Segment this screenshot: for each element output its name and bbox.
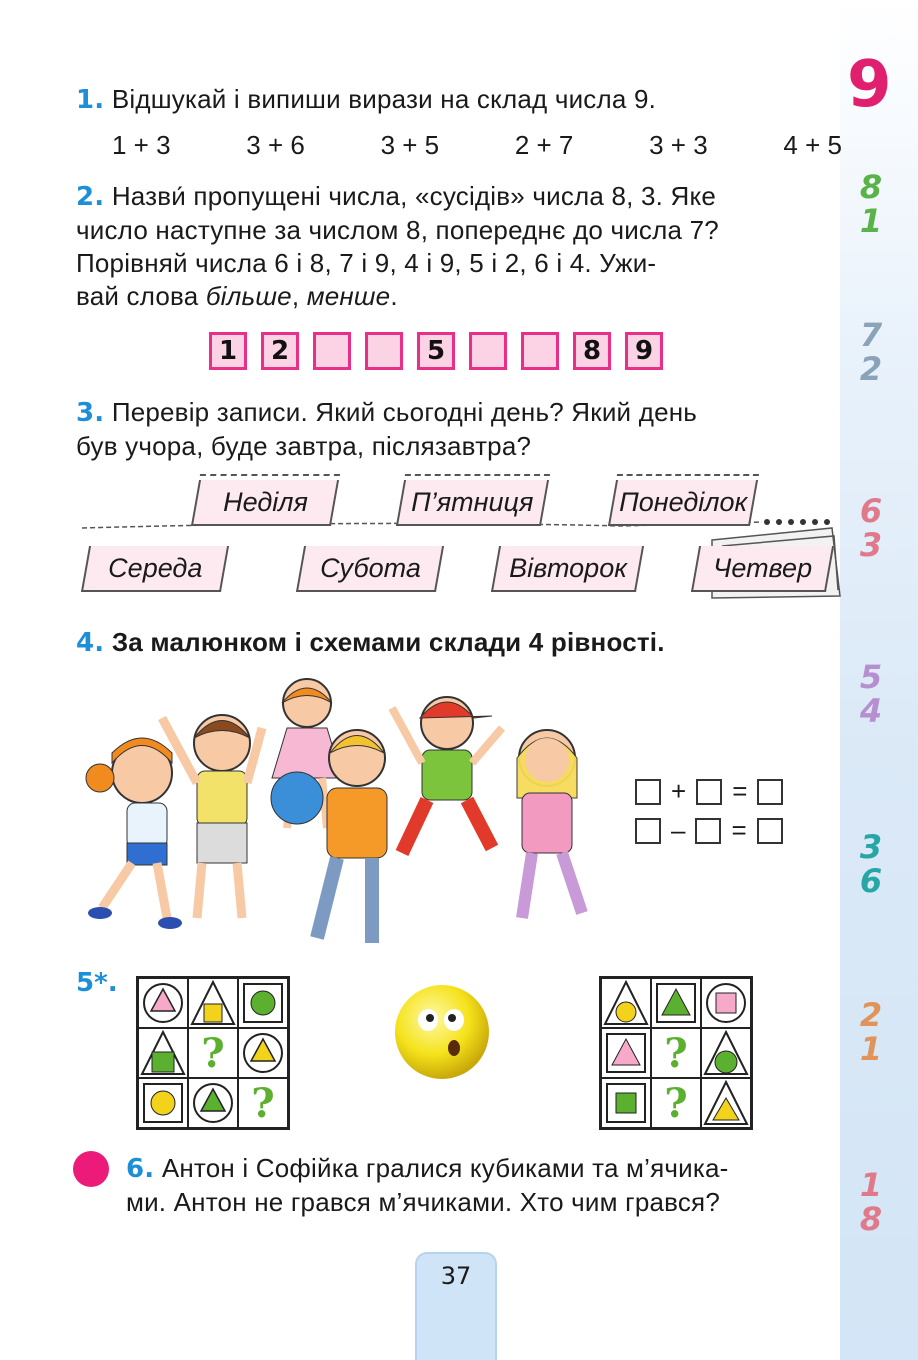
pink-dot-marker-icon bbox=[72, 1150, 110, 1188]
page-number-tab bbox=[415, 1252, 497, 1360]
blank-box[interactable] bbox=[635, 779, 661, 805]
grid-cell bbox=[138, 1028, 188, 1078]
word-less: менше bbox=[306, 281, 391, 311]
task5-number: 5*. bbox=[76, 968, 118, 998]
circle-with-square-icon bbox=[704, 981, 748, 1025]
girl-figure-1 bbox=[86, 738, 182, 929]
task2-number: 2. bbox=[76, 182, 105, 212]
blank-box[interactable] bbox=[696, 779, 722, 805]
sidebar-pair-bottom: 8 bbox=[859, 1200, 883, 1238]
equals-sign: = bbox=[732, 776, 748, 806]
boy-figure-1 bbox=[162, 715, 262, 918]
task3-line: Перевір записи. Який сьогодні день? Який день bbox=[111, 397, 698, 427]
task1-number: 1. bbox=[76, 85, 105, 115]
number-cell: 2 bbox=[261, 332, 299, 370]
task2-line: . bbox=[390, 281, 398, 311]
circle-with-triangle-icon bbox=[191, 1081, 235, 1125]
day-label: Вівторок bbox=[508, 553, 627, 583]
circle-with-triangle-icon bbox=[241, 1031, 285, 1075]
task2-line: вай слова bbox=[76, 281, 206, 311]
number-cell-empty[interactable] bbox=[313, 332, 351, 370]
task3-text-block bbox=[76, 396, 841, 463]
triangle-with-square-icon bbox=[140, 1030, 186, 1076]
grid-cell bbox=[138, 978, 188, 1028]
task4-number: 4. bbox=[76, 628, 105, 658]
page-number: 37 bbox=[440, 1262, 472, 1290]
task3-line: був учора, буде завтра, післязавтра? bbox=[76, 431, 532, 461]
task4-text: За малюнком і схемами склади 4 рівності. bbox=[111, 627, 665, 657]
triangle-with-circle-icon bbox=[703, 1030, 749, 1076]
sidebar-pair-top: 5 bbox=[859, 658, 883, 696]
grid-cell bbox=[601, 1028, 651, 1078]
grid-cell bbox=[238, 1028, 288, 1078]
task6-number: 6. bbox=[126, 1154, 155, 1184]
blank-box[interactable] bbox=[757, 818, 783, 844]
day-label: Четвер bbox=[713, 553, 813, 583]
blank-box[interactable] bbox=[635, 818, 661, 844]
task4-heading bbox=[76, 626, 665, 660]
triangle-with-triangle-icon bbox=[703, 1080, 749, 1126]
blank-box[interactable] bbox=[695, 818, 721, 844]
grid-cell bbox=[651, 978, 701, 1028]
question-mark-cell[interactable]: ? bbox=[238, 1078, 288, 1128]
day-label: Неділя bbox=[222, 487, 308, 517]
grid-cell bbox=[701, 978, 751, 1028]
surprised-smiley-icon bbox=[392, 982, 492, 1082]
sidebar-pair-bottom: 4 bbox=[859, 692, 883, 730]
grid-cell bbox=[188, 1078, 238, 1128]
day-card-bottom bbox=[691, 546, 834, 592]
number-sequence bbox=[209, 332, 663, 370]
task2-line: , bbox=[291, 281, 307, 311]
day-card-top bbox=[191, 480, 339, 526]
sidebar-pair-bottom: 1 bbox=[859, 1030, 883, 1068]
minus-sign: – bbox=[671, 815, 686, 845]
square-with-triangle-icon bbox=[654, 981, 698, 1025]
day-label: Понеділок bbox=[619, 487, 748, 517]
grid-cell bbox=[701, 1078, 751, 1128]
sidebar-pair-bottom: 6 bbox=[859, 862, 883, 900]
number-cell-empty[interactable] bbox=[521, 332, 559, 370]
sidebar-pair-top: 2 bbox=[859, 996, 883, 1034]
grid-cell bbox=[188, 978, 238, 1028]
triangle-with-square-icon bbox=[190, 980, 236, 1026]
shape-grid-right bbox=[599, 976, 753, 1130]
task2-line: число наступне за числом 8, попереднє до числа 7? bbox=[76, 215, 719, 245]
sidebar-pair-bottom: 2 bbox=[859, 350, 883, 388]
circle-with-triangle-icon bbox=[141, 981, 185, 1025]
number-cell-empty[interactable] bbox=[365, 332, 403, 370]
number-cell: 8 bbox=[573, 332, 611, 370]
square-with-square-icon bbox=[604, 1081, 648, 1125]
task2-text-block bbox=[76, 180, 841, 313]
expression: 3 + 5 bbox=[380, 130, 440, 160]
boy-with-cap-figure bbox=[392, 697, 502, 853]
children-playing-illustration bbox=[72, 668, 612, 953]
expression: 1 + 3 bbox=[112, 130, 171, 160]
triangle-with-circle-icon bbox=[603, 980, 649, 1026]
number-cell: 5 bbox=[417, 332, 455, 370]
equation-scheme-2 bbox=[635, 815, 783, 846]
grid-cell bbox=[601, 1078, 651, 1128]
plus-sign: + bbox=[671, 776, 687, 806]
expression: 2 + 7 bbox=[514, 130, 574, 160]
shape-grid-left bbox=[136, 976, 290, 1130]
question-mark-cell[interactable]: ? bbox=[188, 1028, 238, 1078]
equals-sign: = bbox=[731, 815, 747, 845]
task6-text-block bbox=[126, 1152, 840, 1219]
task2-line: Порівняй числа 6 і 8, 7 і 9, 4 і 9, 5 і 2, 6 і 4. Ужи- bbox=[76, 248, 657, 278]
day-card-bottom bbox=[491, 546, 644, 592]
word-more: більше bbox=[205, 281, 292, 311]
expression: 3 + 3 bbox=[649, 130, 708, 160]
question-mark-cell[interactable]: ? bbox=[651, 1078, 701, 1128]
grid-cell bbox=[138, 1078, 188, 1128]
sidebar-pair bbox=[856, 660, 886, 728]
number-cell: 1 bbox=[209, 332, 247, 370]
task1-text: Відшукай і випиши вирази на склад числа 9. bbox=[111, 84, 657, 114]
blank-box[interactable] bbox=[757, 779, 783, 805]
grid-cell bbox=[701, 1028, 751, 1078]
sidebar-pair bbox=[856, 318, 886, 386]
girl-figure-3 bbox=[517, 730, 582, 918]
square-with-circle-icon bbox=[141, 1081, 185, 1125]
day-card-top bbox=[608, 480, 758, 526]
sidebar-pair bbox=[856, 830, 886, 898]
task6-line: Антон і Софійка гралися кубиками та м’ячика- bbox=[161, 1153, 729, 1183]
sidebar-pair-bottom: 1 bbox=[859, 202, 883, 240]
sidebar-pair-top: 6 bbox=[859, 492, 883, 530]
task6-line: ми. Антон не грався м’ячиками. Хто чим грався? bbox=[126, 1187, 720, 1217]
sidebar-pair bbox=[856, 1168, 886, 1236]
sidebar-pair-bottom: 3 bbox=[859, 526, 883, 564]
equation-scheme-1 bbox=[635, 776, 783, 807]
sidebar-pair bbox=[856, 170, 886, 238]
sidebar-pair-top: 1 bbox=[859, 1166, 883, 1204]
day-label: П’ятниця bbox=[411, 487, 534, 517]
day-card-bottom bbox=[296, 546, 444, 592]
question-mark-cell[interactable]: ? bbox=[651, 1028, 701, 1078]
sidebar-number-nine: 9 bbox=[847, 48, 892, 122]
expression: 4 + 5 bbox=[783, 130, 842, 160]
task3-number: 3. bbox=[76, 398, 105, 428]
day-card-top bbox=[396, 480, 549, 526]
day-label: Середа bbox=[108, 553, 203, 583]
number-cell: 9 bbox=[625, 332, 663, 370]
day-card-bottom bbox=[81, 546, 229, 592]
number-cell-empty[interactable] bbox=[469, 332, 507, 370]
task2-line: Назви́ пропущені числа, «сусідів» числа 8, 3. Яке bbox=[111, 181, 717, 211]
task1-expressions bbox=[112, 130, 842, 161]
sidebar-pair-top: 7 bbox=[859, 316, 883, 354]
sidebar-pair bbox=[856, 494, 886, 562]
sidebar-pair bbox=[856, 998, 886, 1066]
grid-cell bbox=[601, 978, 651, 1028]
square-with-triangle-icon bbox=[604, 1031, 648, 1075]
sidebar-pair-top: 3 bbox=[859, 828, 883, 866]
task1-heading bbox=[76, 83, 656, 117]
day-label: Субота bbox=[319, 553, 421, 583]
expression: 3 + 6 bbox=[246, 130, 305, 160]
square-with-circle-icon bbox=[241, 981, 285, 1025]
sidebar-pair-top: 8 bbox=[859, 168, 883, 206]
grid-cell bbox=[238, 978, 288, 1028]
